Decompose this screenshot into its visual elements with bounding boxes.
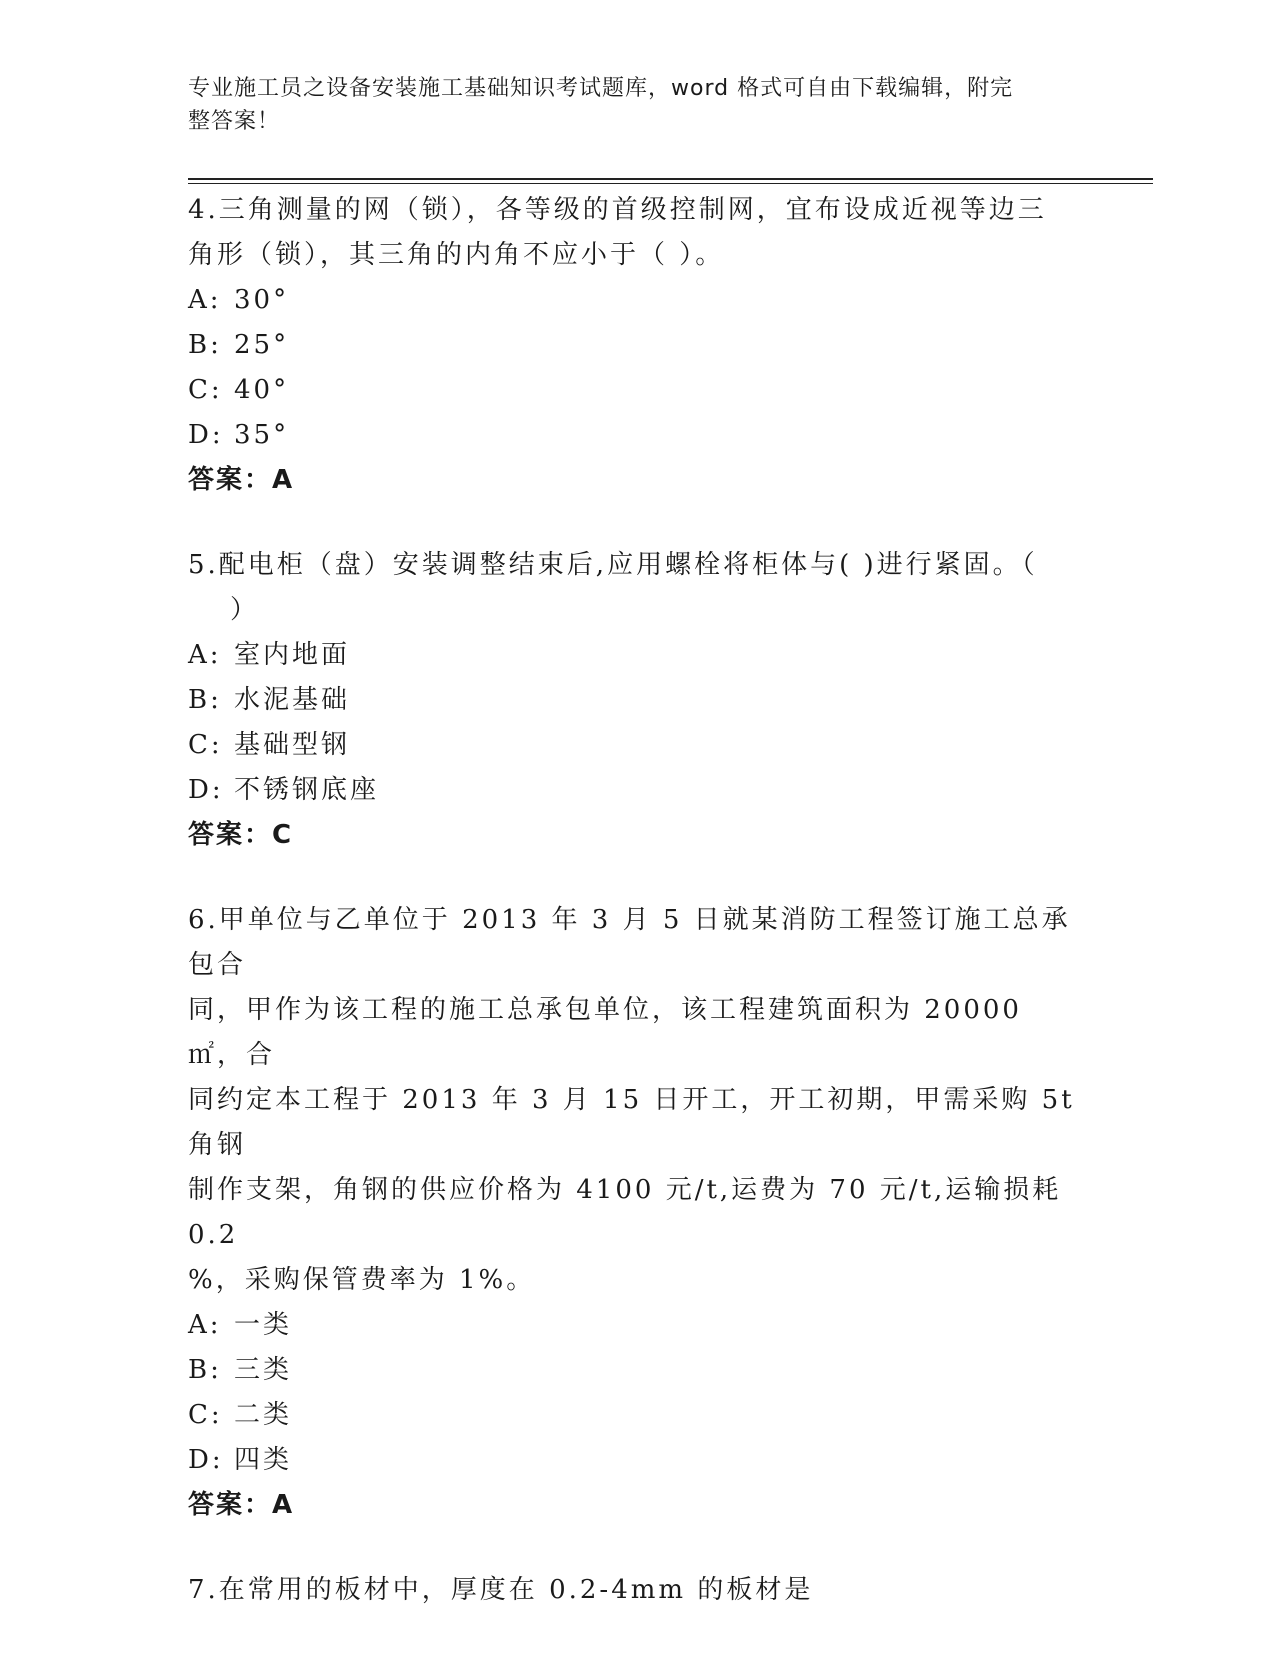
option-a[interactable] [188,1303,1078,1348]
document-header [188,72,1068,138]
question-text-continuation: ） [230,595,260,625]
header-divider-thin [188,183,1153,184]
option-letter: A: [188,285,222,315]
option-letter: D: [188,420,224,450]
question-6 [188,898,1078,1528]
option-b[interactable] [188,323,1078,368]
option-d[interactable] [188,413,1078,458]
header-line-1: 专业施工员之设备安装施工基础知识考试题库，word 格式可自由下载编辑，附完 [188,76,1014,101]
answer-line: 答案：A [188,465,295,495]
header-line-2: 整答案！ [188,109,281,134]
option-c[interactable] [188,723,1078,768]
question-list [188,188,1078,1653]
option-text: 一类 [234,1310,293,1340]
option-text: 基础型钢 [234,730,351,760]
option-b[interactable] [188,678,1078,723]
option-text: 不锈钢底座 [234,775,380,805]
question-7 [188,1568,1078,1613]
option-d[interactable] [188,1438,1078,1483]
question-text-line: 6.甲单位与乙单位于 2013 年 3 月 5 日就某消防工程签订施工总承包合 [188,905,1071,980]
option-letter: C: [188,1400,223,1430]
question-text-line: 同，甲作为该工程的施工总承包单位，该工程建筑面积为 20000㎡，合 [188,995,1022,1070]
option-text: 水泥基础 [234,685,351,715]
option-letter: C: [188,375,223,405]
option-letter: A: [188,640,222,670]
option-letter: D: [188,775,224,805]
option-letter: A: [188,1310,222,1340]
option-text: 三类 [234,1355,293,1385]
option-text: 30° [234,285,290,315]
option-d[interactable] [188,768,1078,813]
question-text-line: 制作支架，角钢的供应价格为 4100 元/t,运费为 70 元/t,运输损耗 0.2 [188,1175,1062,1250]
option-a[interactable] [188,633,1078,678]
option-text: 40° [234,375,290,405]
option-a[interactable] [188,278,1078,323]
option-b[interactable] [188,1348,1078,1393]
option-letter: B: [188,330,222,360]
question-text-line: 7.在常用的板材中，厚度在 0.2-4mm 的板材是 [188,1575,814,1605]
option-text: 室内地面 [234,640,351,670]
answer-line: 答案：A [188,1490,295,1520]
option-letter: C: [188,730,223,760]
option-letter: D: [188,1445,224,1475]
option-text: 35° [234,420,290,450]
option-letter: B: [188,685,222,715]
question-text-line: 角形（锁），其三角的内角不应小于（ ）。 [188,240,725,270]
option-text: 二类 [234,1400,293,1430]
header-divider-thick [188,178,1153,180]
option-text: 四类 [234,1445,293,1475]
question-text-line: 同约定本工程于 2013 年 3 月 15 日开工，开工初期，甲需采购 5t 角钢 [188,1085,1075,1160]
question-5 [188,543,1078,858]
question-4 [188,188,1078,503]
option-c[interactable] [188,1393,1078,1438]
question-text-line: 4.三角测量的网（锁），各等级的首级控制网，宜布设成近视等边三 [188,195,1047,225]
question-text-line: 5.配电柜（盘）安装调整结束后,应用螺栓将柜体与( )进行紧固。（ [188,550,1038,580]
answer-line: 答案：C [188,820,294,850]
question-text-line: %，采购保管费率为 1%。 [188,1265,536,1295]
option-c[interactable] [188,368,1078,413]
option-text: 25° [234,330,290,360]
option-letter: B: [188,1355,222,1385]
